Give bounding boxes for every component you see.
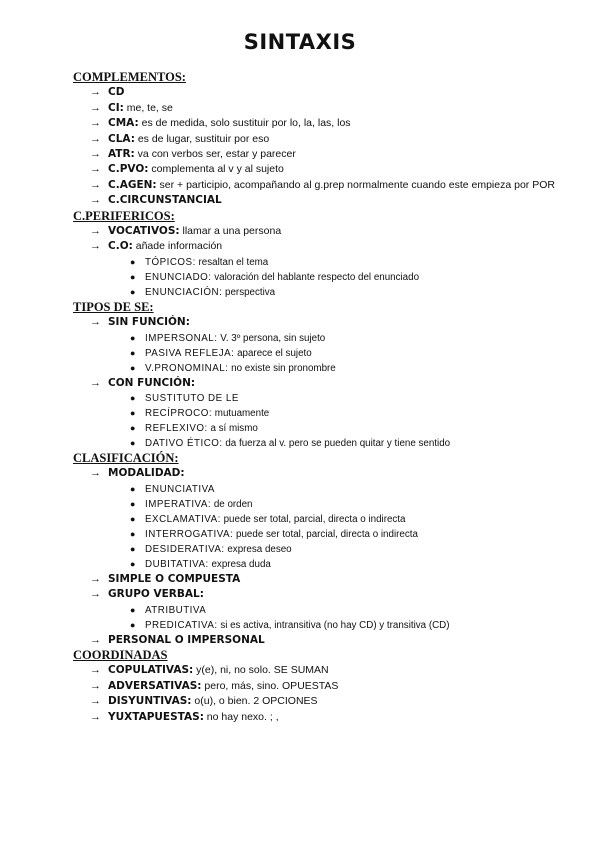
item-label: YUXTAPUESTAS: [108, 710, 204, 723]
item-text: es de medida, solo sustituir por lo, la, las, los [138, 117, 351, 130]
item-label: MODALIDAD: [108, 467, 185, 480]
section-heading: CLASIFICACIÓN: [73, 451, 179, 466]
sub-list-item [73, 557, 573, 572]
item-label: ADVERSATIVAS: [108, 679, 202, 692]
sub-list-item [73, 603, 573, 618]
bullet-icon: ● [130, 619, 136, 630]
item-label: C.PVO: [108, 163, 149, 176]
bullet-icon: ● [130, 513, 136, 524]
document-body [73, 70, 573, 725]
arrow-right-icon: → [90, 163, 101, 176]
sub-list-item [73, 542, 573, 557]
list-item [73, 147, 573, 162]
sub-list-item [73, 527, 573, 542]
sub-item-label: PREDICATIVA: [145, 619, 218, 631]
sub-list-item [73, 618, 573, 633]
arrow-right-icon: → [90, 695, 101, 708]
arrow-right-icon: → [90, 117, 101, 130]
bullet-icon: ● [130, 362, 136, 373]
sub-item-text: perspectiva [222, 286, 276, 298]
item-text: no hay nexo. ; , [203, 710, 279, 723]
item-text: va con verbos ser, estar y parecer [134, 148, 296, 161]
list-item [73, 224, 573, 239]
list-item [73, 85, 573, 100]
sub-item-label: V.PRONOMINAL: [145, 362, 229, 374]
sub-list-item [73, 270, 573, 285]
sub-item-label: INTERROGATIVA: [145, 528, 234, 540]
arrow-right-icon: → [90, 194, 101, 207]
item-text: añade información [132, 240, 223, 253]
sub-item-label: REFLEXIVO: [145, 423, 208, 435]
item-label: GRUPO VERBAL: [108, 588, 204, 601]
list-item [73, 466, 573, 481]
list-item [73, 239, 573, 254]
item-label: DISYUNTIVAS: [108, 695, 192, 708]
sub-item-text: da fuerza al v. pero se pueden quitar y tiene sentido [222, 438, 451, 450]
sub-item-text: a sí mismo [207, 423, 258, 435]
bullet-icon: ● [130, 604, 136, 615]
arrow-right-icon: → [90, 132, 101, 145]
list-item [73, 572, 573, 587]
list-item [73, 315, 573, 330]
sub-item-label: TÓPICOS: [145, 256, 196, 268]
bullet-icon: ● [130, 543, 136, 554]
item-label: COPULATIVAS: [108, 664, 194, 677]
section [73, 451, 573, 648]
list-item [73, 633, 573, 648]
sub-list-item [73, 346, 573, 361]
sub-item-text: expresa deseo [224, 543, 292, 555]
sub-item-label: RECÍPROCO: [145, 408, 213, 420]
bullet-icon: ● [130, 408, 136, 419]
section-heading: COORDINADAS [73, 648, 168, 663]
item-label: C.O: [108, 240, 133, 253]
bullet-icon: ● [130, 393, 136, 404]
sub-item-text: si es activa, intransitiva (no hay CD) y transitiva (CD) [217, 619, 450, 631]
bullet-icon: ● [130, 286, 136, 297]
sub-list-item [73, 391, 573, 406]
sub-list-item [73, 406, 573, 421]
list-item [73, 663, 573, 678]
section [73, 300, 573, 451]
sub-item-label: DESIDERATIVA: [145, 543, 225, 555]
section-heading: TIPOS DE SE: [73, 299, 154, 314]
sub-item-label: DUBITATIVA: [145, 558, 209, 570]
arrow-right-icon: → [90, 679, 101, 692]
list-item [73, 679, 573, 694]
item-label: CD [108, 86, 125, 99]
bullet-icon: ● [130, 271, 136, 282]
item-text: y(e), ni, no solo. SE SUMAN [193, 664, 329, 677]
sub-item-label: EXCLAMATIVA: [145, 513, 221, 525]
sub-item-text: puede ser total, parcial, directa o indirecta [233, 528, 418, 540]
item-label: ATR: [108, 148, 135, 161]
list-item [73, 116, 573, 131]
sub-list-item [73, 512, 573, 527]
sub-item-text: aparece el sujeto [234, 347, 312, 359]
item-label: PERSONAL O IMPERSONAL [108, 633, 265, 646]
sub-item-text: puede ser total, parcial, directa o indirecta [220, 513, 406, 525]
arrow-right-icon: → [90, 101, 101, 114]
item-text: pero, más, sino. OPUESTAS [201, 679, 339, 692]
section [73, 70, 573, 209]
list-item [73, 587, 573, 602]
sub-item-label: IMPERSONAL: [145, 332, 218, 344]
sub-item-label: ATRIBUTIVA [145, 604, 207, 616]
item-label: C.AGEN: [108, 178, 157, 191]
list-item [73, 710, 573, 725]
arrow-right-icon: → [90, 86, 101, 99]
sub-item-text: expresa duda [208, 558, 271, 570]
sub-item-label: ENUNCIADO: [145, 271, 212, 283]
arrow-right-icon: → [90, 178, 101, 191]
arrow-right-icon: → [90, 376, 101, 389]
sub-list-item [73, 361, 573, 376]
section [73, 648, 573, 725]
bullet-icon: ● [130, 558, 136, 569]
item-text: complementa al v y al sujeto [148, 163, 284, 176]
bullet-icon: ● [130, 498, 136, 509]
sub-list-item [73, 482, 573, 497]
item-label: CLA: [108, 132, 135, 145]
list-item [73, 162, 573, 177]
sub-item-text: de orden [211, 498, 253, 510]
arrow-right-icon: → [90, 467, 101, 480]
sub-item-label: IMPERATIVA: [145, 498, 212, 510]
list-item [73, 376, 573, 391]
list-item [73, 178, 573, 193]
sub-item-label: PASIVA REFLEJA: [145, 347, 235, 359]
sub-item-label: DATIVO ÉTICO: [145, 438, 223, 450]
bullet-icon: ● [130, 423, 136, 434]
item-text: o(u), o bien. 2 OPCIONES [191, 695, 318, 708]
document-title: SINTAXIS [243, 30, 357, 54]
list-item [73, 101, 573, 116]
sub-list-item [73, 331, 573, 346]
bullet-icon: ● [130, 528, 136, 539]
sub-list-item [73, 255, 573, 270]
sub-item-text: valoración del hablante respecto del enunciado [211, 271, 420, 283]
item-label: VOCATIVOS: [108, 225, 180, 238]
bullet-icon: ● [130, 483, 136, 494]
bullet-icon: ● [130, 332, 136, 343]
sub-item-text: no existe sin pronombre [228, 362, 336, 374]
arrow-right-icon: → [90, 710, 101, 723]
sub-list-item [73, 497, 573, 512]
sub-item-text: mutuamente [212, 408, 270, 420]
sub-list-item [73, 421, 573, 436]
sub-item-text: resaltan el tema [195, 256, 269, 268]
section-heading: C.PERIFERICOS: [73, 208, 175, 223]
list-item [73, 132, 573, 147]
item-label: C.CIRCUNSTANCIAL [108, 194, 222, 207]
section-heading: COMPLEMENTOS: [73, 70, 186, 84]
item-text: es de lugar, sustituir por eso [134, 132, 270, 145]
list-item [73, 694, 573, 709]
arrow-right-icon: → [90, 588, 101, 601]
sub-item-text: V. 3º persona, sin sujeto [217, 332, 326, 344]
arrow-right-icon: → [90, 240, 101, 253]
item-text: me, te, se [123, 101, 173, 114]
sub-item-label: ENUNCIACIÓN: [145, 286, 223, 298]
bullet-icon: ● [130, 347, 136, 358]
item-label: CMA: [108, 117, 139, 130]
list-item [73, 193, 573, 208]
sub-list-item [73, 285, 573, 300]
section [73, 209, 573, 300]
sub-item-label: ENUNCIATIVA [145, 483, 215, 495]
sub-list-item [73, 436, 573, 451]
arrow-right-icon: → [90, 225, 101, 238]
item-label: SIMPLE O COMPUESTA [108, 572, 241, 585]
item-label: SIN FUNCIÓN: [108, 316, 190, 329]
arrow-right-icon: → [90, 148, 101, 161]
item-text: ser + participio, acompañando al g.prep normalmente cuando este empieza por POR [156, 178, 555, 191]
arrow-right-icon: → [90, 572, 101, 585]
arrow-right-icon: → [90, 316, 101, 329]
arrow-right-icon: → [90, 633, 101, 646]
item-label: CON FUNCIÓN: [108, 376, 196, 389]
bullet-icon: ● [130, 256, 136, 267]
bullet-icon: ● [130, 438, 136, 449]
sub-item-label: SUSTITUTO DE LE [145, 393, 239, 405]
item-text: llamar a una persona [179, 225, 282, 238]
item-label: CI: [108, 101, 124, 114]
arrow-right-icon: → [90, 664, 101, 677]
